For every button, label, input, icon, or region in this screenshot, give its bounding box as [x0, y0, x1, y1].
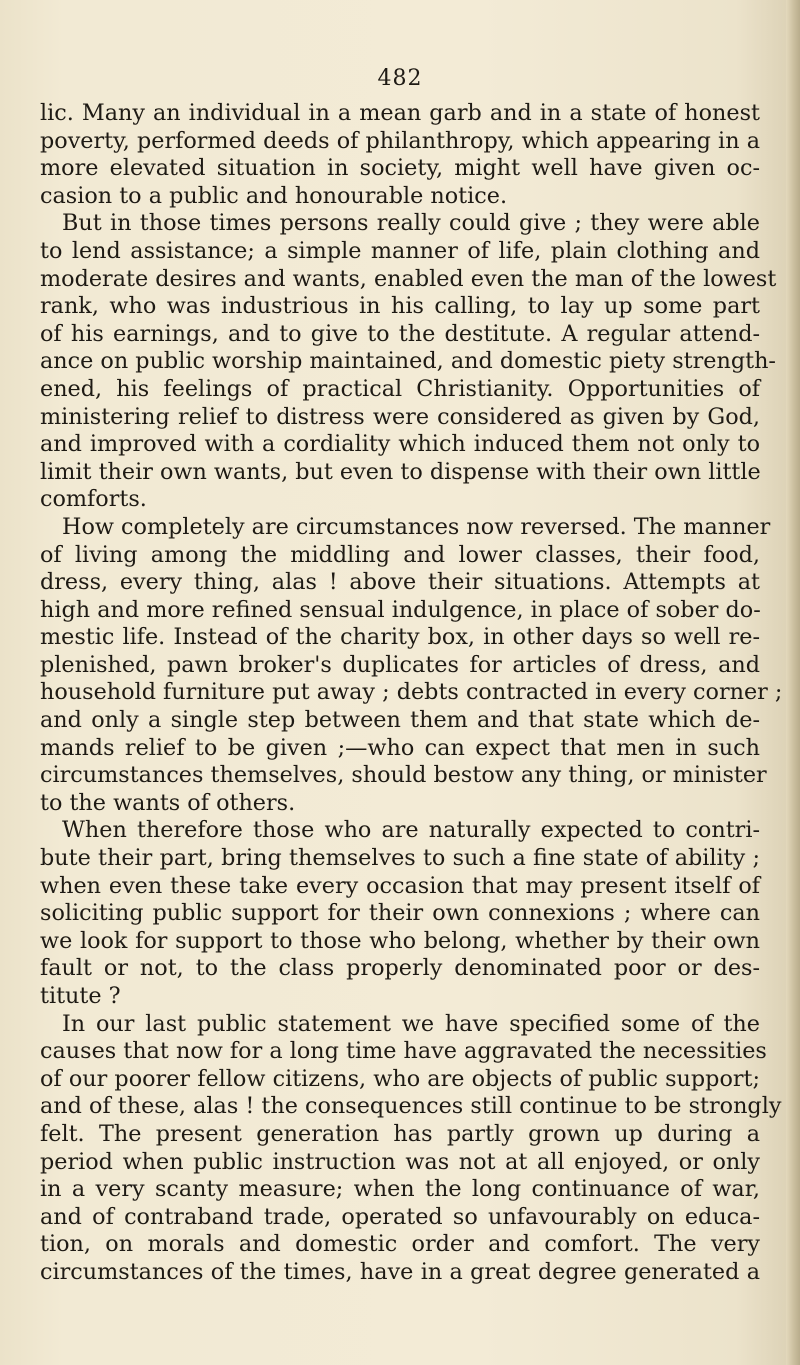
text-line: of our poorer fellow citizens, who are objects of public support; [40, 1065, 760, 1092]
text-line: high and more refined sensual indulgence, in place of sober do- [40, 596, 761, 623]
text-line: comforts. [40, 486, 147, 513]
text-line: ance on public worship maintained, and domestic piety strength- [40, 348, 776, 375]
text-line: when even these take every occasion that may present itself of [40, 872, 760, 899]
text-line: period when public instruction was not at all enjoyed, or only [40, 1148, 760, 1175]
text-line: and improved with a cordiality which induced them not only to [40, 431, 760, 458]
text-line: rank, who was industrious in his calling, to lay up some part [40, 293, 760, 320]
text-line: of his earnings, and to give to the destitute. A regular attend- [40, 320, 760, 347]
text-line: titute ? [40, 983, 121, 1009]
text-line: and of these, alas ! the consequences still continue to be strongly [40, 1093, 782, 1120]
text-line: casion to a public and honourable notice. [40, 182, 508, 209]
text-line: of living among the middling and lower classes, their food, [40, 541, 760, 568]
text-line: and only a single step between them and that state which de- [40, 707, 760, 734]
text-line: soliciting public support for their own connexions ; where can [40, 900, 760, 927]
text-line: ened, his feelings of practical Christianity. Opportunities of [40, 375, 760, 402]
text-line: bute their part, bring themselves to such a fine state of ability ; [40, 845, 760, 872]
text-line: mands relief to be given ;—who can expect that men in such [40, 734, 760, 761]
page-binding-edge [786, 0, 800, 1365]
text-line: to the wants of others. [40, 789, 296, 816]
text-line: dress, every thing, alas ! above their situations. Attempts at [40, 569, 760, 596]
text-line: moderate desires and wants, enabled even the man of the lowest [40, 265, 777, 292]
text-line: How completely are circumstances now reversed. The manner [62, 513, 771, 540]
text-line: plenished, pawn broker's duplicates for articles of dress, and [40, 651, 760, 678]
text-line: household furniture put away ; debts contracted in every corner ; [40, 679, 783, 706]
text-line: lic. Many an individual in a mean garb and in a state of honest [40, 100, 760, 126]
text-line: circumstances of the times, have in a great degree generated a [40, 1258, 760, 1285]
text-line: we look for support to those who belong, whether by their own [40, 927, 760, 954]
text-line: When therefore those who are naturally expected to contri- [62, 817, 760, 844]
text-line: poverty, performed deeds of philanthropy, which appearing in a [40, 127, 760, 154]
text-line: limit their own wants, but even to dispense with their own little [40, 458, 761, 485]
text-line: and of contraband trade, operated so unfavourably on educa- [40, 1203, 760, 1230]
page-number: 482 [377, 66, 423, 91]
text-line: fault or not, to the class properly denominated poor or des- [40, 955, 760, 982]
text-line: In our last public statement we have specified some of the [62, 1010, 760, 1037]
text-line: to lend assistance; a simple manner of life, plain clothing and [40, 237, 760, 264]
text-line: tion, on morals and domestic order and comfort. The very [40, 1231, 760, 1258]
text-line: ministering relief to distress were considered as given by God, [40, 403, 760, 430]
text-line: circumstances themselves, should bestow any thing, or minister [40, 762, 767, 789]
body-text [40, 100, 783, 1287]
text-line: more elevated situation in society, might well have given oc- [40, 155, 760, 182]
text-line: in a very scanty measure; when the long continuance of war, [40, 1176, 760, 1203]
text-line: But in those times persons really could give ; they were able [62, 210, 760, 237]
text-line: felt. The present generation has partly grown up during a [40, 1120, 760, 1147]
text-line: causes that now for a long time have aggravated the necessities [40, 1038, 767, 1065]
text-line: mestic life. Instead of the charity box, in other days so well re- [40, 624, 760, 651]
